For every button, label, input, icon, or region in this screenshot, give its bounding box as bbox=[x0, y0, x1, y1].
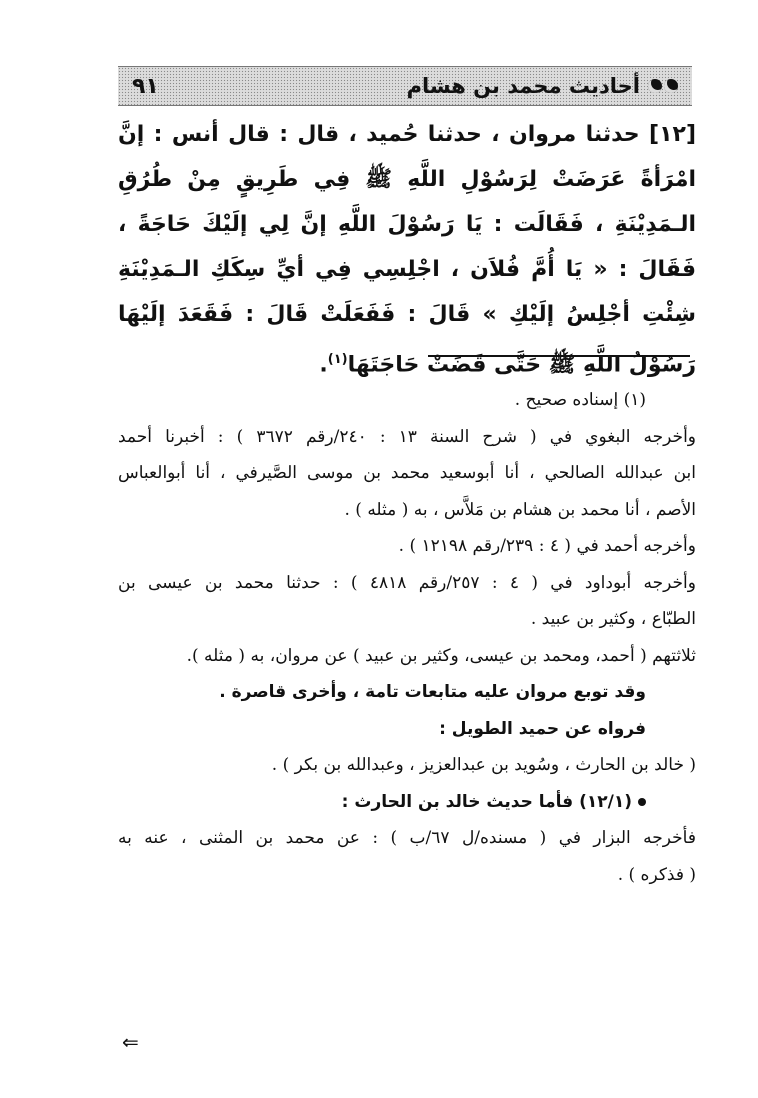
footnote-line: ( خالد بن الحارث ، وسُويد بن عبدالعزيز ، وعبدالله بن بكر ) . bbox=[271, 755, 696, 775]
footnote-line: فأخرجه البزار في ( مسنده/ل ٦٧/ب ) : عن محمد بن المثنى ، عنه به bbox=[118, 828, 696, 848]
footnote-separator bbox=[428, 355, 690, 357]
footnote-line: وأخرجه أحمد في ( ٤ : ٢٣٩/رقم ١٢١٩٨ ) . bbox=[398, 536, 696, 556]
footnote-line: الطبّاع ، وكثير بن عبيد . bbox=[530, 609, 696, 629]
footnote-line: (١) إسناده صحيح . bbox=[514, 390, 646, 410]
subsection-heading bbox=[118, 784, 696, 821]
page-header bbox=[118, 66, 692, 106]
footnote-line: وأخرجه أبوداود في ( ٤ : ٢٥٧/رقم ٤٨١٨ ) : حدثنا محمد بن عيسى بن bbox=[118, 572, 696, 593]
continue-arrow-icon: ⇐ bbox=[122, 1030, 139, 1054]
hadith-end-mark: . bbox=[319, 352, 328, 378]
footnote-line: ابن عبدالله الصالحي ، أنا أبوسعيد محمد بن موسى الصَّيرفي ، أنا أبوالعباس bbox=[118, 463, 696, 483]
bullet-icon bbox=[638, 798, 646, 806]
footnote-line: ثلاثتهم ( أحمد، ومحمد بن عيسى، وكثير بن عبيد ) عن مروان، به ( مثله ). bbox=[186, 645, 696, 666]
book-title: أحاديث محمد بن هشام bbox=[406, 74, 640, 98]
subsection-heading-text: (١٢/١) فأما حديث خالد بن الحارث : bbox=[341, 791, 632, 812]
section-heading: فرواه عن حميد الطويل : bbox=[439, 718, 646, 739]
footnote-reference: (١) bbox=[327, 352, 348, 367]
hadith-body: [١٢] حدثنا مروان ، حدثنا حُميد ، قال : قال أنس : إنَّ امْرَأةً عَرَضَتْ لِرَسُوْلِ اللَّهِ ﷺ فِي طَرِيقٍ مِنْ طُرُقِ الـمَدِيْنَةِ ، فَقَالَت : يَا رَسُوْلَ اللَّهِ إنَّ لِي إلَيْكَ حَاجَةً ، فَقَالَ : « يَا أُمَّ فُلاَن ، اجْلِسِي فِي أيِّ سِكَكِ الـمَدِيْنَةِ شِئْتِ أجْلِسُ إلَيْكِ » قَالَ : فَفَعَلَتْ قَالَ : فَقَعَدَ إلَيْهَا رَسُوْلُ اللَّهِ ﷺ حَتَّى قَضَتْ حَاجَتَهَا bbox=[118, 122, 696, 378]
footnote-line: وأخرجه البغوي في ( شرح السنة ١٣ : ٢٤٠/رقم ٣٦٧٢ ) : أخبرنا أحمد bbox=[118, 426, 696, 447]
double-circle-ornament-icon bbox=[648, 79, 678, 93]
page-number: ٩١ bbox=[132, 73, 159, 99]
hadith-text bbox=[118, 112, 696, 387]
section-heading: وقد توبع مروان عليه متابعات تامة ، وأخرى قاصرة . bbox=[219, 682, 646, 702]
footnotes bbox=[118, 382, 696, 893]
footnote-line: ( فذكره ) . bbox=[617, 864, 696, 885]
header-title-group bbox=[407, 74, 678, 98]
footnote-line: الأصم ، أنا محمد بن هشام بن مَلاَّس ، به ( مثله ) . bbox=[344, 499, 696, 520]
